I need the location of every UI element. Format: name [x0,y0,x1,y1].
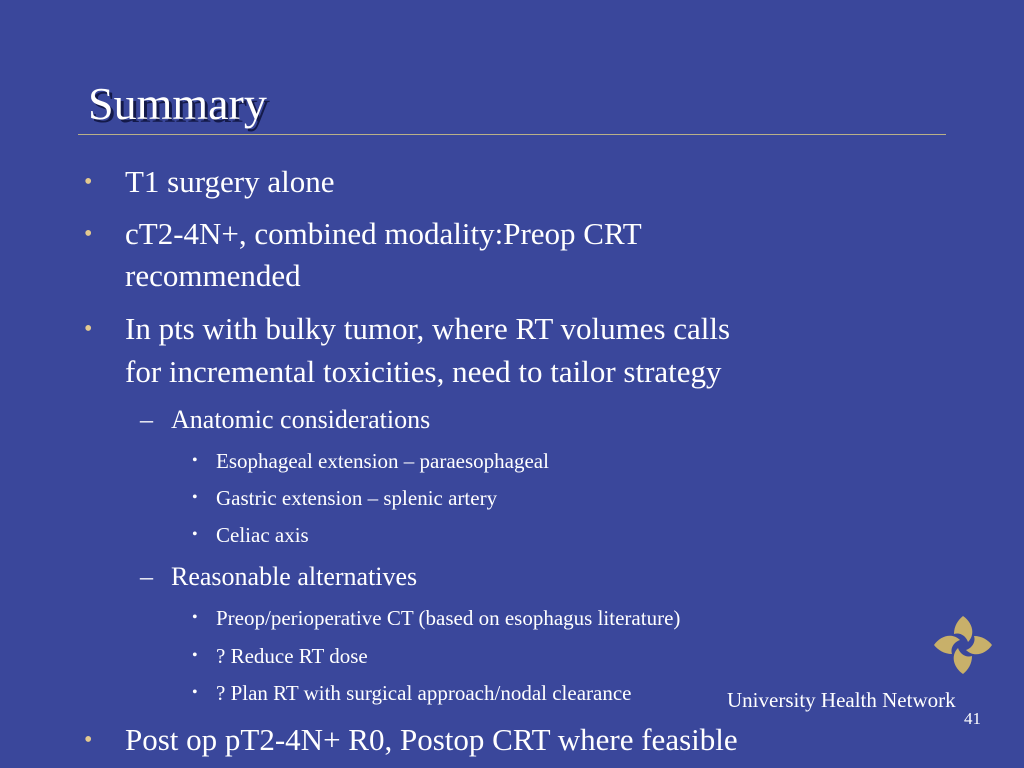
bullet-marker: • [192,452,198,469]
sub-sub-bullet-text: ? Plan RT with surgical approach/nodal clearance [216,681,632,705]
bullet-marker: • [192,647,198,664]
bullet-text: Post op pT2-4N+ R0, Postop CRT where feasible [125,722,738,757]
sub-sub-bullet-text: Esophageal extension – paraesophageal [216,449,549,473]
uhn-logo-icon [930,612,996,678]
sub-sub-bullet-text: Gastric extension – splenic artery [216,486,498,510]
sub-sub-bullet-text: Preop/perioperative CT (based on esophagus literature) [216,606,681,630]
page-number: 41 [964,709,981,728]
bullet-marker: • [192,684,198,701]
bullet-marker: • [84,221,93,247]
bullet-text: In pts with bulky tumor, where RT volumes calls [125,311,731,346]
sub-sub-bullet-text: ? Reduce RT dose [216,644,368,668]
bullet-marker: • [84,727,93,753]
dash-marker: – [140,562,153,591]
bullet-text: T1 surgery alone [125,164,335,199]
bullet-marker: • [84,169,93,195]
dash-marker: – [140,405,153,434]
bullet-marker: • [192,609,198,626]
bullet-text: for incremental toxicities, need to tailor strategy [125,354,722,389]
bullet-text: cT2-4N+, combined modality:Preop CRT [125,216,642,251]
bullet-text: recommended [125,258,301,293]
title-divider [78,134,946,135]
sub-sub-bullet-text: Celiac axis [216,523,309,547]
sub-bullet-text: Reasonable alternatives [171,562,418,591]
bullet-marker: • [84,316,93,342]
sub-bullet-text: Anatomic considerations [171,405,431,434]
organization-name: University Health Network [727,688,956,712]
bullet-marker: • [192,526,198,543]
slide-title: Summary [88,78,267,129]
bullet-marker: • [192,489,198,506]
